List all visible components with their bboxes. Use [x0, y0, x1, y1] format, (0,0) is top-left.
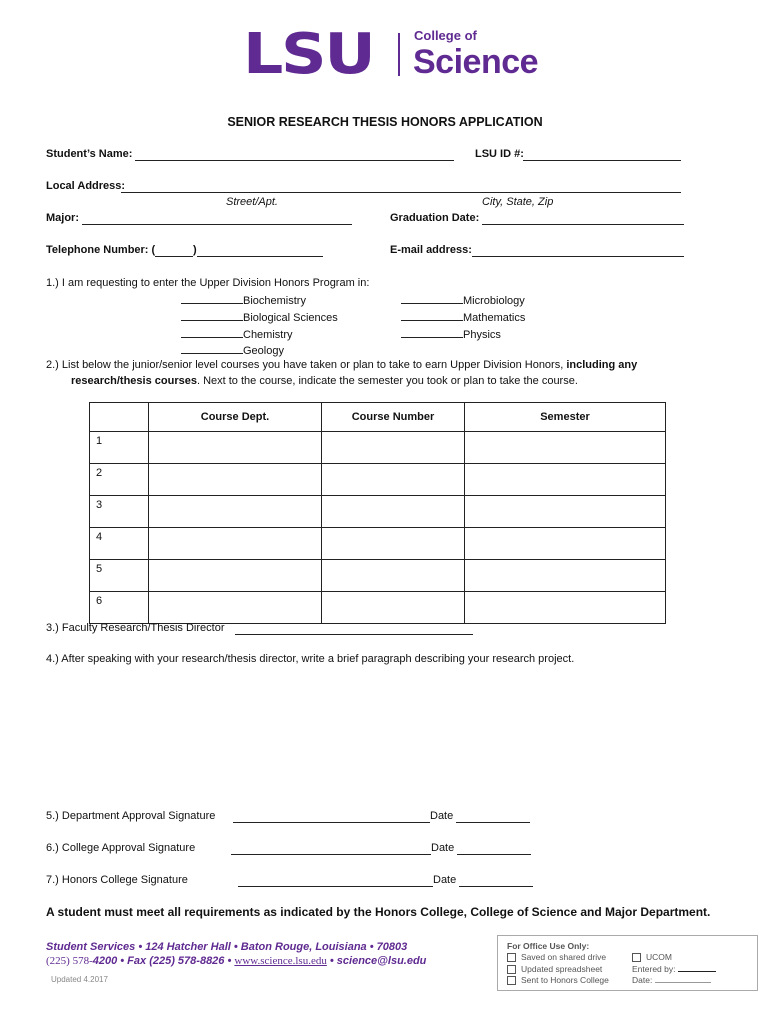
logo-science: Science	[413, 43, 539, 81]
office-use-title: For Office Use Only:	[507, 941, 590, 951]
student-name-label: Student’s Name:	[46, 148, 133, 160]
course-number-cell[interactable]	[322, 496, 465, 528]
graduation-date-field[interactable]	[482, 214, 684, 225]
department-date-label: Date	[430, 810, 454, 822]
footer-address: Student Services • 124 Hatcher Hall • Baton Rouge, Louisiana • 70803	[46, 941, 408, 953]
row-number: 2	[90, 464, 149, 496]
college-signature-field[interactable]	[231, 844, 431, 855]
director-field[interactable]	[235, 624, 473, 635]
table-row	[90, 592, 666, 624]
program-option[interactable]	[181, 327, 338, 344]
semester-cell[interactable]	[465, 496, 666, 528]
q4-text: 4.) After speaking with your research/thesis director, write a brief paragraph describing your research project.	[46, 653, 575, 665]
table-header-dept: Course Dept.	[149, 403, 322, 432]
program-checkline[interactable]	[401, 293, 463, 304]
semester-cell[interactable]	[465, 560, 666, 592]
row-number: 4	[90, 528, 149, 560]
program-option-label: Geology	[243, 345, 284, 358]
row-number: 5	[90, 560, 149, 592]
graduation-date-label: Graduation Date:	[390, 212, 480, 224]
program-option-label: Physics	[463, 328, 501, 341]
office-use-item: UCOM	[646, 952, 672, 962]
q2-bold2: research/thesis courses	[71, 375, 197, 387]
semester-cell[interactable]	[465, 464, 666, 496]
honors-date-field[interactable]	[459, 876, 533, 887]
row-number: 3	[90, 496, 149, 528]
lsu-id-label: LSU ID #:	[475, 148, 524, 160]
major-label: Major:	[46, 212, 79, 224]
program-option-label: Microbiology	[463, 295, 525, 307]
course-table	[89, 402, 666, 624]
q2-suffix: . Next to the course, indicate the semester you took or plan to take the course.	[196, 375, 578, 387]
updated-date: Updated 4.2017	[51, 975, 108, 984]
course-dept-cell[interactable]	[149, 432, 322, 464]
office-use-item: Sent to Honors College	[521, 975, 609, 985]
program-checkline[interactable]	[181, 327, 243, 338]
office-use-item: Saved on shared drive	[521, 952, 607, 962]
course-dept-cell[interactable]	[149, 464, 322, 496]
entered-by-field[interactable]	[678, 964, 716, 972]
program-checkline[interactable]	[401, 310, 463, 321]
logo-college-of: College of	[414, 28, 477, 43]
course-number-cell[interactable]	[322, 592, 465, 624]
program-checkline[interactable]	[181, 343, 243, 354]
program-option-label: Biochemistry	[243, 295, 306, 307]
telephone-paren: )	[193, 244, 197, 256]
honors-signature-label: 7.) Honors College Signature	[46, 874, 188, 886]
footer-email[interactable]: • science@lsu.edu	[326, 955, 427, 967]
program-option[interactable]	[401, 293, 525, 310]
area-code-field[interactable]	[155, 246, 193, 257]
department-date-field[interactable]	[456, 812, 530, 823]
checkbox-icon[interactable]	[507, 965, 516, 974]
table-header-num	[90, 403, 149, 432]
program-option[interactable]	[181, 293, 338, 310]
table-row	[90, 432, 666, 464]
office-use-right	[632, 952, 716, 987]
program-option[interactable]	[181, 310, 338, 327]
telephone-label: Telephone Number: (	[46, 244, 156, 256]
table-row	[90, 496, 666, 528]
college-date-label: Date	[431, 842, 455, 854]
lsu-id-field[interactable]	[523, 150, 681, 161]
program-option-label: Biological Sciences	[243, 311, 338, 324]
program-option-label: Chemistry	[243, 328, 293, 341]
office-use-box	[497, 935, 758, 991]
department-signature-field[interactable]	[233, 812, 430, 823]
page-title: SENIOR RESEARCH THESIS HONORS APPLICATION	[227, 115, 543, 129]
street-caption: Street/Apt.	[226, 196, 278, 208]
city-caption: City, State, Zip	[482, 196, 554, 208]
honors-signature-field[interactable]	[238, 876, 433, 887]
college-signature-label: 6.) College Approval Signature	[46, 842, 196, 854]
office-use-left	[507, 952, 609, 987]
course-dept-cell[interactable]	[149, 528, 322, 560]
q2-text	[46, 357, 686, 389]
q3-label: 3.) Faculty Research/Thesis Director	[46, 622, 225, 634]
checkbox-icon[interactable]	[632, 953, 641, 962]
table-header-number: Course Number	[322, 403, 465, 432]
requirement-statement: A student must meet all requirements as indicated by the Honors College, College of Science and Major Department.	[46, 905, 711, 919]
telephone-field[interactable]	[197, 246, 323, 257]
office-date-field[interactable]	[655, 975, 711, 983]
program-checkline[interactable]	[181, 293, 243, 304]
program-checkline[interactable]	[401, 327, 463, 338]
student-name-field[interactable]	[135, 150, 454, 161]
course-dept-cell[interactable]	[149, 560, 322, 592]
program-options-left	[181, 293, 338, 360]
table-header-row	[90, 403, 666, 432]
course-dept-cell[interactable]	[149, 496, 322, 528]
checkbox-icon[interactable]	[507, 953, 516, 962]
footer-contact	[46, 955, 426, 967]
local-address-field[interactable]	[121, 182, 681, 193]
table-row	[90, 528, 666, 560]
row-number: 6	[90, 592, 149, 624]
major-field[interactable]	[82, 214, 352, 225]
footer-phone: (225) 578-	[46, 955, 93, 967]
email-label: E-mail address:	[390, 244, 472, 256]
course-number-cell[interactable]	[322, 560, 465, 592]
semester-cell[interactable]	[465, 432, 666, 464]
course-number-cell[interactable]	[322, 464, 465, 496]
table-row	[90, 464, 666, 496]
course-number-cell[interactable]	[322, 528, 465, 560]
footer-fax: 4200 • Fax (225) 578-8826 •	[92, 955, 235, 967]
course-number-cell[interactable]	[322, 432, 465, 464]
footer-website-link[interactable]: www.science.lsu.edu	[234, 955, 327, 967]
checkbox-icon[interactable]	[507, 976, 516, 985]
q1-text: 1.) I am requesting to enter the Upper Division Honors Program in:	[46, 277, 370, 289]
lsu-logo-wordmark: LSU	[243, 22, 374, 87]
office-use-item: Updated spreadsheet	[521, 963, 603, 974]
course-dept-cell[interactable]	[149, 592, 322, 624]
email-field[interactable]	[472, 246, 684, 257]
honors-date-label: Date	[433, 874, 457, 886]
office-use-item: Entered by:	[632, 963, 676, 974]
program-option-label: Mathematics	[463, 311, 526, 324]
program-option[interactable]	[401, 327, 525, 344]
q2-prefix: 2.) List below the junior/senior level courses you have taken or plan to take to earn Upper Division Honors,	[46, 359, 567, 371]
program-option[interactable]	[401, 310, 525, 327]
office-use-item: Date:	[632, 975, 653, 985]
program-checkline[interactable]	[181, 310, 243, 321]
semester-cell[interactable]	[465, 528, 666, 560]
program-options-right	[401, 293, 525, 343]
research-paragraph-area[interactable]	[46, 672, 726, 796]
table-header-semester: Semester	[465, 403, 666, 432]
semester-cell[interactable]	[465, 592, 666, 624]
college-date-field[interactable]	[457, 844, 531, 855]
q2-bold1: including any	[566, 359, 638, 371]
local-address-label: Local Address:	[46, 180, 126, 192]
row-number: 1	[90, 432, 149, 464]
logo-divider	[398, 33, 400, 76]
table-row	[90, 560, 666, 592]
department-signature-label: 5.) Department Approval Signature	[46, 810, 216, 822]
